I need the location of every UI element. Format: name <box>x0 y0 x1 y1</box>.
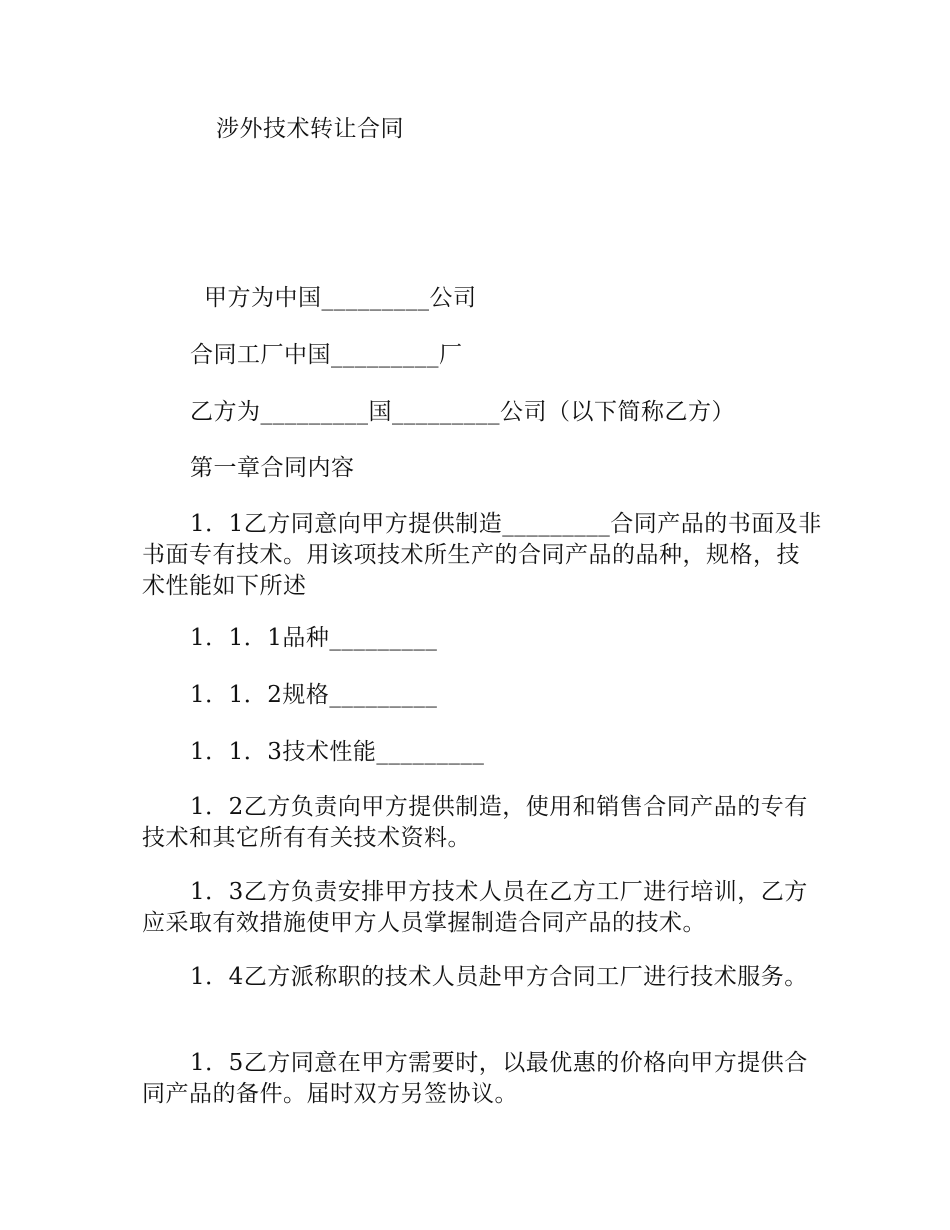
clause-1-1-3: 1．1．3技术性能_________ <box>190 739 485 765</box>
clause-1-5: 1．5乙方同意在甲方需要时，以最优惠的价格向甲方提供合同产品的备件。届时双方另签协议。 <box>142 1050 808 1107</box>
clause-1-1: 1．1乙方同意向甲方提供制造_________合同产品的书面及非书面专有技术。用该项技术所生产的合同产品的品种，规格，技术性能如下所述 <box>142 511 822 599</box>
clause-1-1-2: 1．1．2规格_________ <box>190 682 438 708</box>
clause-1-1-1: 1．1．1品种_________ <box>190 625 438 651</box>
clause-1-2: 1．2乙方负责向甲方提供制造，使用和销售合同产品的专有技术和其它所有有关技术资料。 <box>142 794 808 851</box>
party-b-line: 乙方为_________国_________公司（以下简称乙方） <box>190 399 735 425</box>
clause-1-3: 1．3乙方负责安排甲方技术人员在乙方工厂进行培训，乙方应采取有效措施使甲方人员掌握制造合同产品的技术。 <box>142 879 808 936</box>
contract-factory-line: 合同工厂中国_________厂 <box>190 342 463 368</box>
party-a-line: 甲方为中国_________公司 <box>204 285 477 311</box>
chapter-heading: 第一章合同内容 <box>190 455 355 481</box>
document-title: 涉外技术转让合同 <box>216 116 404 142</box>
clause-1-4: 1．4乙方派称职的技术人员赴甲方合同工厂进行技术服务。 <box>190 964 808 990</box>
